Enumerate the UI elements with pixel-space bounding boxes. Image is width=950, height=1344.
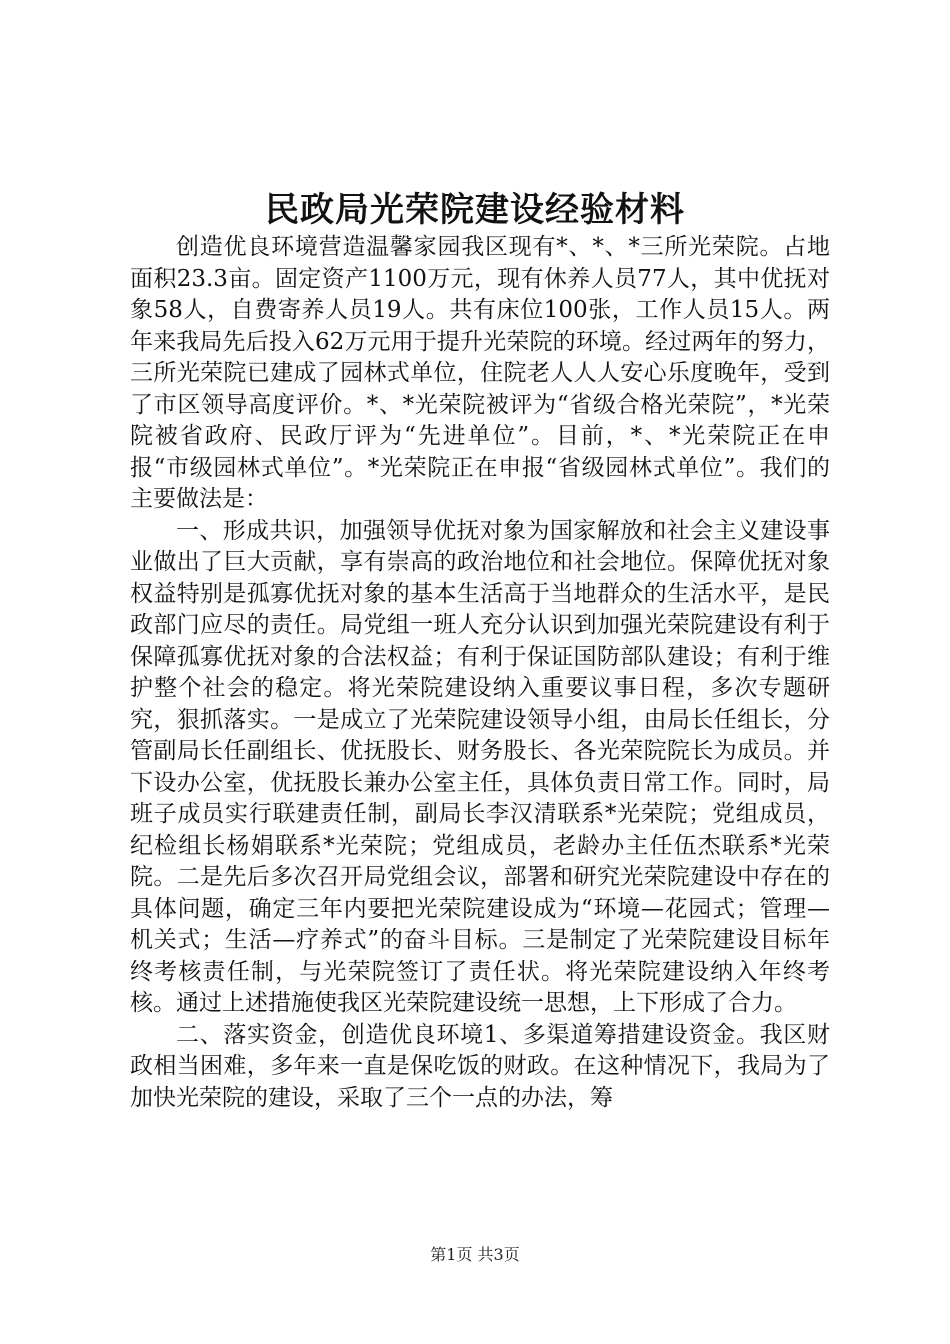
- paragraph-section-two: 二、落实资金，创造优良环境1、多渠道筹措建设资金。我区财政相当困难，多年来一直是保吃饭的财政。在这种情况下，我局为了加快光荣院的建设，采取了三个一点的办法，筹: [130, 1021, 830, 1111]
- document-body: [130, 232, 830, 1114]
- page-number-footer: 第1页 共3页: [430, 1245, 520, 1264]
- document-title: 民政局光荣院建设经验材料: [265, 190, 685, 230]
- paragraph-section-one: 一、形成共识，加强领导优抚对象为国家解放和社会主义建设事业做出了巨大贡献，享有崇高的政治地位和社会地位。保障优抚对象权益特别是孤寡优抚对象的基本生活高于当地群众的生活水平，是民政部门应尽的责任。局党组一班人充分认识到加强光荣院建设有利于保障孤寡优抚对象的合法权益；有利于保证国防部队建设；有利于维护整个社会的稳定。将光荣院建设纳入重要议事日程，多次专题研究，狠抓落实。一是成立了光荣院建设领导小组，由局长任组长，分管副局长任副组长、优抚股长、财务股长、各光荣院院长为成员。并下设办公室，优抚股长兼办公室主任，具体负责日常工作。同时，局班子成员实行联建责任制，副局长李汉清联系*光荣院；党组成员，纪检组长杨娟联系*光荣院；党组成员，老龄办主任伍杰联系*光荣院。二是先后多次召开局党组会议，部署和研究光荣院建设中存在的具体问题，确定三年内要把光荣院建设成为“环境—花园式；管理—机关式；生活—疗养式”的奋斗目标。三是制定了光荣院建设目标年终考核责任制，与光荣院签订了责任状。将光荣院建设纳入年终考核。通过上述措施使我区光荣院建设统一思想，上下形成了合力。: [130, 517, 830, 1016]
- paragraph-intro: 创造优良环境营造温馨家园我区现有*、*、*三所光荣院。占地面积23.3亩。固定资产1100万元，现有休养人员77人，其中优抚对象58人，自费寄养人员19人。共有床位100张，工作人员15人。两年来我局先后投入62万元用于提升光荣院的环境。经过两年的努力，三所光荣院已建成了园林式单位，住院老人人人安心乐度晚年，受到了市区领导高度评价。*、*光荣院被评为“省级合格光荣院”，*光荣院被省政府、民政厅评为“先进单位”。目前，*、*光荣院正在申报“市级园林式单位”。*光荣院正在申报“省级园林式单位”。我们的主要做法是：: [130, 234, 830, 512]
